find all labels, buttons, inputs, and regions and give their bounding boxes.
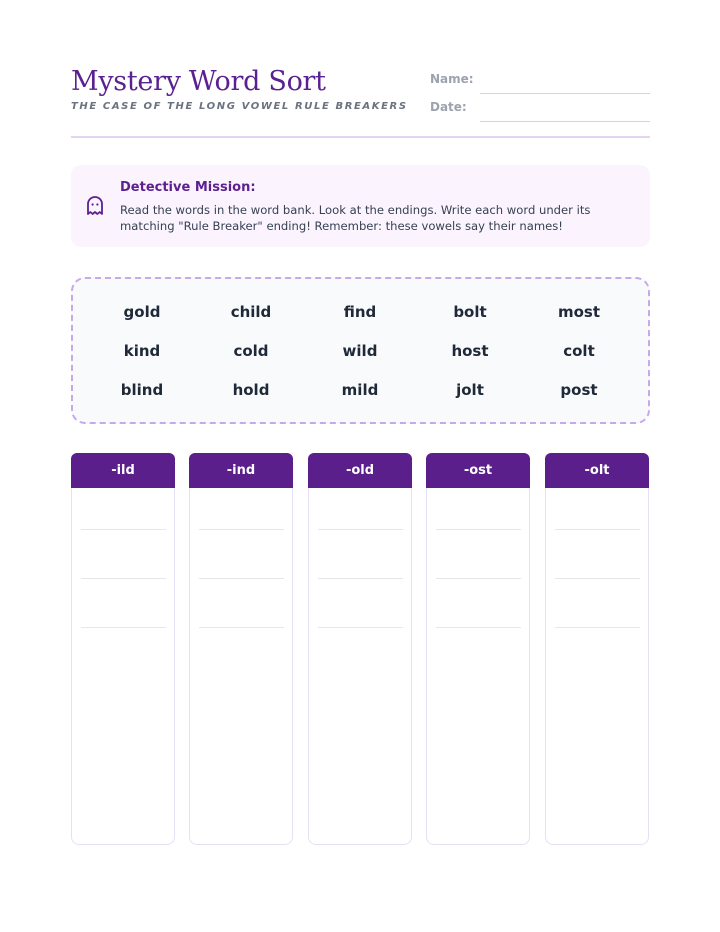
word-bank-word: cold xyxy=(233,342,269,360)
answer-line[interactable] xyxy=(436,627,521,628)
column-header: -ost xyxy=(426,453,530,488)
word-bank-word: gold xyxy=(123,303,161,321)
ghost-icon xyxy=(86,196,104,216)
sort-column-ind xyxy=(189,453,293,846)
date-line[interactable] xyxy=(480,121,650,122)
name-label: Name: xyxy=(430,72,474,86)
word-bank-word: blind xyxy=(120,381,164,399)
answer-line[interactable] xyxy=(318,627,403,628)
word-bank-word: jolt xyxy=(456,381,484,399)
page-subtitle: THE CASE OF THE LONG VOWEL RULE BREAKERS xyxy=(71,101,408,112)
answer-line[interactable] xyxy=(81,627,166,628)
word-bank-word: post xyxy=(560,381,598,399)
column-body xyxy=(426,488,530,845)
word-bank-word: wild xyxy=(342,342,378,360)
answer-line[interactable] xyxy=(199,578,284,579)
answer-line[interactable] xyxy=(318,578,403,579)
sort-column-olt xyxy=(545,453,649,846)
page-title: Mystery Word Sort xyxy=(71,66,326,97)
word-bank-word: colt xyxy=(563,342,595,360)
word-bank-word: host xyxy=(451,342,489,360)
answer-line[interactable] xyxy=(318,529,403,530)
word-bank-word: bolt xyxy=(453,303,487,321)
name-line[interactable] xyxy=(480,93,650,94)
word-bank xyxy=(71,277,650,424)
word-bank-word: most xyxy=(557,303,601,321)
mission-box xyxy=(71,165,650,247)
answer-line[interactable] xyxy=(436,529,521,530)
word-bank-word: find xyxy=(343,303,377,321)
name-field[interactable] xyxy=(430,72,650,94)
column-header: -olt xyxy=(545,453,649,488)
date-field[interactable] xyxy=(430,100,650,122)
answer-line[interactable] xyxy=(199,529,284,530)
column-header: -ild xyxy=(71,453,175,488)
word-bank-word: mild xyxy=(341,381,379,399)
column-body xyxy=(71,488,175,845)
column-body xyxy=(189,488,293,845)
mission-text: Read the words in the word bank. Look at the endings. Write each word under its matching "Rule Breaker" ending! Remember: these vowels say their names! xyxy=(120,203,591,233)
answer-line[interactable] xyxy=(436,578,521,579)
answer-line[interactable] xyxy=(555,627,640,628)
answer-line[interactable] xyxy=(555,529,640,530)
sort-column-old xyxy=(308,453,412,846)
column-header: -old xyxy=(308,453,412,488)
mission-title: Detective Mission: xyxy=(120,180,256,195)
column-body xyxy=(308,488,412,845)
answer-line[interactable] xyxy=(81,529,166,530)
answer-line[interactable] xyxy=(555,578,640,579)
sort-column-ost xyxy=(426,453,530,846)
answer-line[interactable] xyxy=(81,578,166,579)
date-label: Date: xyxy=(430,100,467,114)
column-body xyxy=(545,488,649,845)
column-header: -ind xyxy=(189,453,293,488)
word-bank-word: hold xyxy=(232,381,270,399)
sort-column-ild xyxy=(71,453,175,846)
answer-line[interactable] xyxy=(199,627,284,628)
word-bank-word: child xyxy=(230,303,272,321)
worksheet-header xyxy=(71,66,650,138)
word-bank-word: kind xyxy=(123,342,161,360)
